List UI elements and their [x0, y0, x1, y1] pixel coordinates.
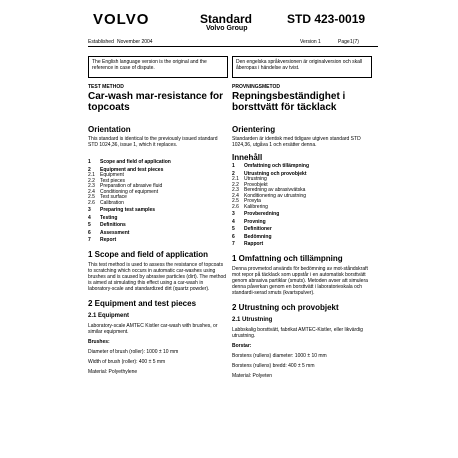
swedish-column	[232, 84, 372, 379]
toc-item	[232, 242, 372, 248]
toc-item	[232, 220, 372, 226]
document-title-sv: Repningsbeständighet i borsttvätt för täcklack	[232, 91, 346, 113]
toc-item-number: 1	[232, 163, 235, 169]
toc-item	[88, 238, 228, 244]
section-2-1-heading-sv: 2.1 Utrustning	[232, 316, 273, 323]
toc-item-number: 2.5	[88, 194, 95, 200]
toc-item-label: Definitions	[100, 222, 126, 228]
orientation-heading-en: Orientation	[88, 125, 131, 134]
established-label: Established	[88, 39, 114, 45]
toc-en	[88, 160, 228, 244]
toc-item-label: Provberedning	[244, 211, 280, 217]
standard-title: Standard	[200, 12, 253, 26]
toc-item-label: Test pieces	[100, 177, 126, 184]
toc-item-label: Rapport	[244, 241, 264, 247]
section-2-1-heading-en: 2.1 Equipment	[88, 312, 130, 319]
orientation-text-sv: Standarden är identisk med tidigare utgiven standard STD 1024,36, utgåva 1 och ersätter denna.	[232, 136, 361, 148]
toc-item	[88, 231, 228, 237]
toc-item-number: 2.3	[232, 187, 239, 193]
toc-item-number: 2.5	[232, 198, 239, 204]
page-label: Page	[338, 39, 350, 45]
toc-item-label: Test surface	[100, 194, 127, 200]
brush-width-en: Width of brush (roller): 400 ± 5 mm	[88, 358, 166, 365]
toc-item-label: Kalibrering	[244, 203, 268, 210]
test-method-label: TEST METHOD	[88, 84, 124, 90]
volvo-logo: VOLVO	[93, 11, 150, 28]
toc-item-number: 7	[88, 237, 91, 243]
toc-item-number: 2.4	[88, 188, 95, 195]
toc-item-label: Utrustning	[244, 176, 267, 182]
toc-sv	[232, 164, 372, 248]
swedish-note-box	[232, 56, 372, 78]
toc-item-number: 2.4	[232, 192, 239, 199]
toc-item-label: Preparation of abrasive fluid	[100, 183, 163, 189]
toc-item-label: Equipment and test pieces	[100, 166, 164, 173]
orientation-heading-sv: Orientering	[232, 125, 276, 134]
toc-item-label: Preparing test samples	[100, 207, 156, 213]
toc-item-label: Bedömning	[244, 233, 272, 240]
toc-item-label: Calibration	[100, 199, 124, 206]
document-title-en: Car-wash mar-resistance for topcoats	[88, 91, 224, 113]
english-note-box	[88, 56, 228, 78]
toc-item-number: 2.6	[232, 203, 239, 210]
established-date: November 2004	[117, 39, 153, 45]
toc-item-number: 2.1	[88, 172, 95, 178]
toc-item-label: Definitioner	[244, 226, 272, 232]
toc-item-label: Assessment	[100, 229, 130, 236]
toc-item-number: 3	[88, 207, 91, 213]
toc-item-number: 2.6	[88, 199, 95, 206]
toc-item-label: Conditioning of equipment	[100, 188, 159, 195]
section-2-1-text-sv: Labbskalig borsttvätt, fabrikat AMTEC-Kistler, eller likvärdig utrustning.	[232, 326, 363, 339]
toc-item-label: Provyta	[244, 198, 261, 204]
brush-width-sv: Borstens (rullens) bredd: 400 ± 5 mm	[232, 362, 315, 369]
contents-heading-sv: Innehåll	[232, 153, 263, 162]
toc-item	[88, 160, 228, 166]
standard-number: STD 423-0019	[287, 12, 366, 26]
toc-item-number: 6	[88, 229, 91, 236]
toc-item-label: Testing	[100, 214, 118, 221]
toc-item	[88, 208, 228, 214]
toc-item-number: 5	[88, 222, 91, 228]
toc-item-number: 2.2	[232, 181, 239, 188]
page-value: 1(7)	[350, 39, 359, 45]
toc-item-number: 2.3	[88, 183, 95, 189]
swedish-note: Den engelska språkversionen är originalversion och skall åberopas i händelse av tvist.	[236, 59, 363, 71]
section-1-text-en: This test method is used to assess the resistance of topcoats to scratching which occurs in automatic car-washes using brushes and is caused by abrasive particles (dirt). The method is aimed at simulating this effect using a car-wash in laboratory-scale and standardized dirt (quartz powder).	[88, 261, 227, 292]
section-2-heading-sv: 2 Utrustning och provobjekt	[232, 302, 339, 312]
toc-item-number: 6	[232, 233, 235, 240]
section-2-1-text-en: Laboratory-scale AMTEC Kistler car-wash with brushes, or similar equipment.	[88, 322, 218, 335]
toc-item-number: 2.1	[232, 176, 239, 182]
brush-material-sv: Material: Polyeten	[232, 372, 273, 379]
section-2-heading-en: 2 Equipment and test pieces	[88, 298, 197, 308]
header-divider	[88, 46, 378, 47]
brush-material-en: Material: Polyethylene	[88, 368, 138, 375]
toc-item-label: Beredning av abrasivvätska	[244, 187, 306, 193]
english-note: The English language version is the original and the reference in case of dispute.	[92, 59, 207, 71]
toc-item	[232, 164, 372, 170]
toc-item-label: Report	[100, 237, 117, 243]
toc-item-label: Provobjekt	[244, 181, 268, 188]
toc-item-number: 2	[232, 170, 235, 177]
toc-item-label: Utrustning och provobjekt	[244, 170, 307, 177]
brush-diameter-sv: Borstens (rullens) diameter: 1000 ± 10 mm	[232, 352, 327, 359]
version-value: 1	[318, 39, 321, 45]
toc-item-label: Konditionering av utrustning	[244, 192, 306, 199]
version-label: Version	[300, 39, 317, 45]
toc-item-number: 5	[232, 226, 235, 232]
orientation-text-en: This standard is identical to the previously issued standard STD 1024,36, issue 1, which it replaces.	[88, 136, 218, 148]
toc-item-label: Provning	[244, 218, 266, 225]
section-1-text-sv: Denna provmetod används för bedömning av mot-ståndskraft mot repor på täcklack som uppstår i en automatisk borsttvätt genom abrasiva partiklar (smuts). Metoden avser att simulera denna påverkan genom en borsttvätt i laboratorieskala och standardi-serad smuts (kvartspulver).	[232, 265, 368, 296]
section-1-heading-en: 1 Scope and field of application	[88, 249, 209, 259]
toc-item	[232, 235, 372, 241]
section-1-heading-sv: 1 Omfattning och tillämpning	[232, 253, 343, 263]
toc-item-number: 7	[232, 241, 235, 247]
brush-diameter-en: Diameter of brush (roller): 1000 ± 10 mm	[88, 348, 179, 355]
toc-item	[232, 227, 372, 233]
toc-item-label: Omfattning och tillämpning	[244, 163, 309, 169]
test-method-label-sv: PROVNINGSMETOD	[232, 84, 280, 90]
toc-item-number: 2.2	[88, 177, 95, 184]
english-column	[88, 84, 228, 375]
brushes-label-sv: Borstar:	[232, 342, 252, 349]
toc-item-number: 3	[232, 211, 235, 217]
toc-item-number: 4	[232, 218, 235, 225]
toc-item-label: Scope and field of application	[100, 159, 171, 165]
brushes-label-en: Brushes:	[88, 338, 110, 345]
toc-item-number: 1	[88, 159, 91, 165]
standard-group: Volvo Group	[206, 25, 248, 32]
toc-item	[88, 223, 228, 229]
toc-item	[232, 212, 372, 218]
toc-item-number: 2	[88, 166, 91, 173]
toc-item-label: Equipment	[100, 172, 124, 178]
toc-item	[88, 201, 228, 207]
toc-item-number: 4	[88, 214, 91, 221]
toc-item	[232, 205, 372, 211]
toc-item	[88, 216, 228, 222]
